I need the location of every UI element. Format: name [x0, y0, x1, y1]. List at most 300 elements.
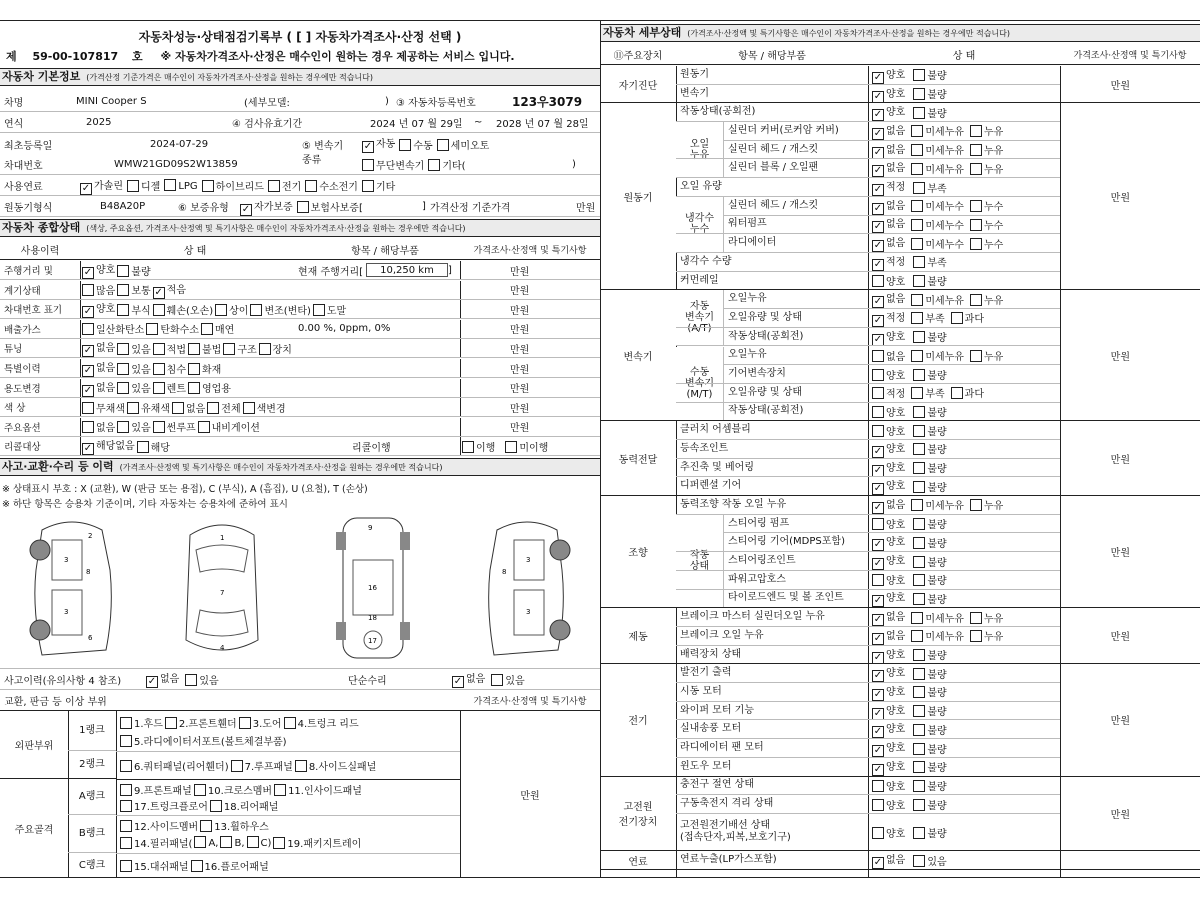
- checkbox[interactable]: [951, 387, 963, 399]
- checkbox-option[interactable]: [210, 798, 279, 813]
- checkbox-option[interactable]: [872, 216, 905, 234]
- checkbox[interactable]: [913, 406, 925, 418]
- checkbox[interactable]: [297, 201, 309, 213]
- checkbox[interactable]: [215, 304, 227, 316]
- checkbox[interactable]: ✓: [241, 203, 251, 215]
- checkbox-option[interactable]: [951, 310, 984, 325]
- checkbox[interactable]: ✓: [873, 240, 883, 252]
- checkbox-option[interactable]: [207, 400, 240, 415]
- checkbox[interactable]: ✓: [873, 109, 883, 121]
- checkbox[interactable]: [913, 462, 925, 474]
- checkbox-option[interactable]: [913, 479, 946, 494]
- checkbox-option[interactable]: [913, 591, 946, 606]
- checkbox[interactable]: [362, 180, 374, 192]
- checkbox-option[interactable]: [872, 739, 905, 757]
- checkbox-option[interactable]: [872, 66, 905, 84]
- checkbox[interactable]: [872, 425, 884, 437]
- checkbox-option[interactable]: [462, 439, 495, 454]
- checkbox[interactable]: [913, 649, 925, 661]
- checkbox-option[interactable]: [117, 419, 150, 434]
- checkbox-option[interactable]: [120, 818, 198, 833]
- checkbox[interactable]: ✓: [873, 558, 883, 570]
- checkbox[interactable]: [872, 387, 884, 399]
- checkbox-option[interactable]: [970, 236, 1003, 251]
- checkbox-option[interactable]: [872, 141, 905, 159]
- checkbox-option[interactable]: [313, 302, 346, 317]
- checkbox-option[interactable]: [951, 385, 984, 400]
- checkbox[interactable]: [913, 256, 925, 268]
- checkbox[interactable]: [913, 275, 925, 287]
- checkbox[interactable]: [120, 760, 132, 772]
- checkbox[interactable]: ✓: [83, 306, 93, 318]
- checkbox[interactable]: ✓: [873, 202, 883, 214]
- checkbox-option[interactable]: [117, 341, 150, 356]
- checkbox-option[interactable]: [247, 836, 272, 849]
- checkbox-option[interactable]: [872, 160, 905, 178]
- checkbox[interactable]: ✓: [873, 632, 883, 644]
- checkbox-option[interactable]: [872, 197, 905, 215]
- checkbox-option[interactable]: [872, 234, 905, 252]
- checkbox[interactable]: [127, 402, 139, 414]
- checkbox-option[interactable]: [872, 721, 905, 739]
- checkbox-option[interactable]: [505, 439, 548, 454]
- checkbox[interactable]: [911, 312, 923, 324]
- checkbox[interactable]: [913, 69, 925, 81]
- checkbox[interactable]: [913, 88, 925, 100]
- checkbox-option[interactable]: [872, 328, 905, 346]
- checkbox[interactable]: [970, 499, 982, 511]
- checkbox[interactable]: [970, 144, 982, 156]
- checkbox[interactable]: [117, 284, 129, 296]
- checkbox[interactable]: [82, 323, 94, 335]
- checkbox[interactable]: [911, 219, 923, 231]
- checkbox[interactable]: ✓: [83, 345, 93, 357]
- checkbox[interactable]: [913, 705, 925, 717]
- checkbox-option[interactable]: [913, 535, 946, 550]
- checkbox[interactable]: [970, 238, 982, 250]
- checkbox-option[interactable]: [82, 282, 115, 297]
- checkbox[interactable]: ✓: [873, 763, 883, 775]
- checkbox-option[interactable]: [201, 321, 234, 336]
- checkbox-option[interactable]: [259, 341, 292, 356]
- checkbox[interactable]: [120, 784, 132, 796]
- checkbox[interactable]: ✓: [873, 464, 883, 476]
- checkbox[interactable]: ✓: [873, 670, 883, 682]
- checkbox-option[interactable]: [970, 348, 1003, 363]
- checkbox[interactable]: [951, 312, 963, 324]
- checkbox[interactable]: [194, 784, 206, 796]
- checkbox-option[interactable]: [437, 137, 490, 152]
- checkbox[interactable]: [913, 481, 925, 493]
- checkbox[interactable]: ✓: [83, 443, 93, 455]
- checkbox-option[interactable]: [913, 254, 946, 269]
- checkbox-option[interactable]: [970, 161, 1003, 176]
- checkbox-option[interactable]: [198, 419, 260, 434]
- checkbox[interactable]: [505, 441, 517, 453]
- checkbox[interactable]: [399, 139, 411, 151]
- checkbox-option[interactable]: [913, 703, 946, 718]
- checkbox[interactable]: ✓: [83, 384, 93, 396]
- checkbox[interactable]: [120, 735, 132, 747]
- checkbox[interactable]: [82, 284, 94, 296]
- checkbox[interactable]: [911, 350, 923, 362]
- checkbox[interactable]: [313, 304, 325, 316]
- checkbox[interactable]: ✓: [147, 676, 157, 687]
- checkbox-option[interactable]: [913, 797, 946, 812]
- checkbox-option[interactable]: [911, 497, 964, 512]
- checkbox[interactable]: [437, 139, 449, 151]
- checkbox-option[interactable]: [913, 778, 946, 793]
- checkbox-option[interactable]: [872, 516, 905, 531]
- checkbox[interactable]: ✓: [873, 296, 883, 308]
- checkbox-option[interactable]: [185, 672, 218, 687]
- checkbox[interactable]: [913, 686, 925, 698]
- checkbox[interactable]: [200, 820, 212, 832]
- checkbox-option[interactable]: [872, 496, 905, 514]
- checkbox-option[interactable]: [165, 715, 237, 730]
- checkbox[interactable]: [872, 275, 884, 287]
- checkbox[interactable]: [153, 304, 165, 316]
- checkbox[interactable]: ✓: [873, 258, 883, 270]
- checkbox-option[interactable]: [188, 361, 221, 376]
- checkbox-option[interactable]: [243, 400, 286, 415]
- checkbox-option[interactable]: [120, 835, 192, 850]
- checkbox[interactable]: [872, 827, 884, 839]
- checkbox[interactable]: [127, 180, 139, 192]
- checkbox-option[interactable]: [872, 608, 905, 626]
- checkbox-option[interactable]: [273, 835, 361, 850]
- checkbox-option[interactable]: [872, 85, 905, 103]
- checkbox-option[interactable]: [913, 404, 946, 419]
- checkbox-option[interactable]: [491, 672, 524, 687]
- checkbox[interactable]: [872, 350, 884, 362]
- checkbox[interactable]: [191, 860, 203, 872]
- checkbox[interactable]: [120, 860, 132, 872]
- checkbox[interactable]: [911, 499, 923, 511]
- checkbox-option[interactable]: [872, 404, 905, 419]
- checkbox[interactable]: [970, 294, 982, 306]
- checkbox[interactable]: [146, 323, 158, 335]
- checkbox[interactable]: ✓: [873, 483, 883, 495]
- checkbox[interactable]: ✓: [873, 707, 883, 719]
- checkbox[interactable]: ✓: [873, 221, 883, 233]
- checkbox-option[interactable]: [872, 758, 905, 776]
- checkbox-option[interactable]: [200, 818, 269, 833]
- checkbox-option[interactable]: [872, 534, 905, 552]
- checkbox-option[interactable]: [428, 157, 465, 172]
- checkbox-option[interactable]: [295, 758, 377, 773]
- checkbox[interactable]: [188, 382, 200, 394]
- checkbox-option[interactable]: [872, 309, 905, 327]
- checkbox-option[interactable]: [970, 123, 1003, 138]
- checkbox[interactable]: [970, 163, 982, 175]
- checkbox[interactable]: [117, 304, 129, 316]
- checkbox[interactable]: [911, 387, 923, 399]
- checkbox-option[interactable]: [872, 627, 905, 645]
- checkbox[interactable]: [913, 593, 925, 605]
- checkbox-option[interactable]: [872, 122, 905, 140]
- checkbox[interactable]: [194, 836, 206, 848]
- checkbox[interactable]: [913, 331, 925, 343]
- checkbox[interactable]: [185, 674, 197, 686]
- checkbox-option[interactable]: [82, 437, 135, 455]
- checkbox[interactable]: ✓: [873, 857, 883, 869]
- checkbox-option[interactable]: [127, 178, 160, 193]
- checkbox-option[interactable]: [80, 177, 123, 195]
- checkbox-option[interactable]: [82, 400, 125, 415]
- checkbox[interactable]: [911, 612, 923, 624]
- checkbox-option[interactable]: [872, 646, 905, 664]
- checkbox[interactable]: [153, 363, 165, 375]
- checkbox-option[interactable]: [872, 778, 905, 793]
- checkbox[interactable]: [911, 125, 923, 137]
- checkbox-option[interactable]: [231, 758, 293, 773]
- checkbox-option[interactable]: [913, 67, 946, 82]
- checkbox[interactable]: ✓: [873, 745, 883, 757]
- checkbox-option[interactable]: [117, 361, 150, 376]
- checkbox[interactable]: ✓: [453, 676, 463, 687]
- checkbox[interactable]: [872, 518, 884, 530]
- checkbox[interactable]: [913, 107, 925, 119]
- checkbox-option[interactable]: [911, 142, 964, 157]
- checkbox[interactable]: [82, 421, 94, 433]
- checkbox[interactable]: ✓: [873, 614, 883, 626]
- checkbox-option[interactable]: [913, 741, 946, 756]
- checkbox-option[interactable]: [274, 782, 362, 797]
- checkbox[interactable]: [428, 159, 440, 171]
- checkbox[interactable]: ✓: [873, 595, 883, 607]
- checkbox-option[interactable]: [120, 715, 163, 730]
- checkbox[interactable]: [165, 717, 177, 729]
- checkbox[interactable]: ✓: [873, 184, 883, 196]
- checkbox[interactable]: [491, 674, 503, 686]
- checkbox-option[interactable]: [913, 554, 946, 569]
- checkbox-option[interactable]: [872, 459, 905, 477]
- checkbox[interactable]: ✓: [81, 182, 91, 194]
- checkbox-option[interactable]: [872, 552, 905, 570]
- checkbox[interactable]: [198, 421, 210, 433]
- checkbox[interactable]: [872, 780, 884, 792]
- checkbox[interactable]: [970, 125, 982, 137]
- checkbox-option[interactable]: [872, 385, 905, 400]
- checkbox-option[interactable]: [297, 199, 363, 214]
- checkbox-option[interactable]: [362, 135, 395, 153]
- checkbox-option[interactable]: [913, 647, 946, 662]
- checkbox-option[interactable]: [970, 497, 1003, 512]
- checkbox[interactable]: [462, 441, 474, 453]
- checkbox[interactable]: [913, 855, 925, 867]
- checkbox-option[interactable]: [120, 733, 287, 748]
- checkbox-option[interactable]: [191, 858, 269, 873]
- checkbox[interactable]: [220, 836, 232, 848]
- checkbox-option[interactable]: [913, 516, 946, 531]
- checkbox-option[interactable]: [970, 628, 1003, 643]
- checkbox-option[interactable]: [137, 439, 170, 454]
- checkbox[interactable]: [911, 200, 923, 212]
- checkbox-option[interactable]: [250, 302, 310, 317]
- checkbox[interactable]: [913, 574, 925, 586]
- checkbox-option[interactable]: [913, 825, 946, 840]
- checkbox-option[interactable]: [153, 281, 186, 299]
- checkbox-option[interactable]: [872, 348, 905, 363]
- checkbox-option[interactable]: [872, 797, 905, 812]
- checkbox[interactable]: ✓: [873, 71, 883, 83]
- checkbox-option[interactable]: [913, 273, 946, 288]
- checkbox[interactable]: [120, 820, 132, 832]
- checkbox[interactable]: [153, 421, 165, 433]
- checkbox-option[interactable]: [82, 321, 144, 336]
- checkbox[interactable]: [239, 717, 251, 729]
- checkbox-option[interactable]: [120, 858, 189, 873]
- checkbox[interactable]: [117, 343, 129, 355]
- checkbox[interactable]: [970, 612, 982, 624]
- checkbox-option[interactable]: [120, 758, 229, 773]
- checkbox-option[interactable]: [913, 853, 946, 868]
- checkbox[interactable]: [913, 724, 925, 736]
- checkbox-option[interactable]: [970, 610, 1003, 625]
- checkbox-option[interactable]: [911, 217, 964, 232]
- checkbox[interactable]: [274, 784, 286, 796]
- checkbox-option[interactable]: [913, 460, 946, 475]
- checkbox[interactable]: [872, 799, 884, 811]
- checkbox-option[interactable]: [120, 782, 192, 797]
- checkbox[interactable]: ✓: [873, 651, 883, 663]
- checkbox[interactable]: [231, 760, 243, 772]
- checkbox[interactable]: [970, 630, 982, 642]
- checkbox[interactable]: ✓: [154, 286, 163, 298]
- checkbox-option[interactable]: [452, 670, 485, 688]
- checkbox[interactable]: [137, 441, 149, 453]
- checkbox[interactable]: [911, 630, 923, 642]
- checkbox[interactable]: [970, 200, 982, 212]
- checkbox[interactable]: ✓: [873, 314, 883, 326]
- checkbox-option[interactable]: [913, 180, 946, 195]
- checkbox[interactable]: [117, 265, 129, 277]
- checkbox[interactable]: ✓: [363, 141, 373, 152]
- checkbox-option[interactable]: [911, 610, 964, 625]
- checkbox-option[interactable]: [153, 341, 186, 356]
- checkbox-option[interactable]: [872, 825, 905, 840]
- checkbox-option[interactable]: [188, 380, 231, 395]
- checkbox[interactable]: [913, 537, 925, 549]
- checkbox[interactable]: [913, 827, 925, 839]
- checkbox[interactable]: ✓: [873, 445, 883, 457]
- checkbox[interactable]: [911, 238, 923, 250]
- checkbox-option[interactable]: [911, 292, 964, 307]
- checkbox-option[interactable]: [202, 178, 264, 193]
- checkbox-option[interactable]: [872, 702, 905, 720]
- checkbox[interactable]: [207, 402, 219, 414]
- checkbox-option[interactable]: [82, 261, 115, 279]
- checkbox-option[interactable]: [239, 715, 282, 730]
- checkbox-option[interactable]: [82, 419, 115, 434]
- checkbox-option[interactable]: [970, 198, 1003, 213]
- checkbox[interactable]: [913, 443, 925, 455]
- checkbox-option[interactable]: [872, 423, 905, 438]
- checkbox[interactable]: [259, 343, 271, 355]
- checkbox-option[interactable]: [153, 419, 196, 434]
- checkbox[interactable]: [201, 323, 213, 335]
- checkbox[interactable]: [120, 800, 132, 812]
- checkbox-option[interactable]: [127, 400, 170, 415]
- checkbox-option[interactable]: [215, 302, 248, 317]
- checkbox-option[interactable]: [220, 836, 244, 849]
- checkbox-option[interactable]: [913, 759, 946, 774]
- checkbox[interactable]: [250, 304, 262, 316]
- checkbox-option[interactable]: [223, 341, 256, 356]
- checkbox-option[interactable]: [82, 300, 115, 318]
- checkbox-option[interactable]: [970, 217, 1003, 232]
- checkbox[interactable]: [117, 382, 129, 394]
- checkbox[interactable]: [243, 402, 255, 414]
- checkbox-option[interactable]: [146, 670, 179, 688]
- checkbox-option[interactable]: [872, 273, 905, 288]
- checkbox-option[interactable]: [913, 572, 946, 587]
- checkbox[interactable]: ✓: [873, 165, 883, 177]
- checkbox-option[interactable]: [911, 198, 964, 213]
- checkbox[interactable]: [153, 382, 165, 394]
- checkbox-option[interactable]: [120, 798, 208, 813]
- checkbox-option[interactable]: [362, 157, 424, 172]
- checkbox-option[interactable]: [872, 103, 905, 121]
- checkbox[interactable]: ✓: [873, 726, 883, 738]
- checkbox-option[interactable]: [913, 666, 946, 681]
- checkbox[interactable]: [295, 760, 307, 772]
- checkbox[interactable]: ✓: [873, 90, 883, 102]
- checkbox-option[interactable]: [872, 290, 905, 308]
- checkbox[interactable]: [970, 219, 982, 231]
- checkbox-option[interactable]: [284, 715, 359, 730]
- checkbox[interactable]: [913, 743, 925, 755]
- checkbox[interactable]: [188, 363, 200, 375]
- checkbox[interactable]: [913, 182, 925, 194]
- checkbox[interactable]: [284, 717, 296, 729]
- checkbox[interactable]: ✓: [873, 146, 883, 158]
- checkbox-option[interactable]: [913, 684, 946, 699]
- checkbox[interactable]: [210, 800, 222, 812]
- checkbox-option[interactable]: [913, 105, 946, 120]
- checkbox[interactable]: ✓: [873, 333, 883, 345]
- checkbox-option[interactable]: [872, 851, 905, 869]
- checkbox-option[interactable]: [82, 339, 115, 357]
- checkbox-option[interactable]: [153, 380, 186, 395]
- checkbox-option[interactable]: [913, 329, 946, 344]
- checkbox-option[interactable]: [117, 302, 150, 317]
- checkbox-option[interactable]: [872, 664, 905, 682]
- checkbox-option[interactable]: [362, 178, 395, 193]
- checkbox[interactable]: [117, 363, 129, 375]
- checkbox[interactable]: ✓: [873, 539, 883, 551]
- checkbox-option[interactable]: [117, 282, 150, 297]
- checkbox[interactable]: [911, 294, 923, 306]
- checkbox[interactable]: ✓: [873, 688, 883, 700]
- checkbox-option[interactable]: [153, 361, 186, 376]
- checkbox-option[interactable]: [911, 161, 964, 176]
- checkbox[interactable]: [362, 159, 374, 171]
- checkbox[interactable]: [913, 668, 925, 680]
- checkbox[interactable]: [117, 421, 129, 433]
- checkbox-option[interactable]: [872, 477, 905, 495]
- checkbox[interactable]: [913, 425, 925, 437]
- checkbox-option[interactable]: [872, 572, 905, 587]
- checkbox[interactable]: [153, 343, 165, 355]
- checkbox-option[interactable]: [911, 123, 964, 138]
- checkbox-option[interactable]: [872, 367, 905, 382]
- checkbox-option[interactable]: [82, 359, 115, 377]
- checkbox[interactable]: [120, 717, 132, 729]
- checkbox-option[interactable]: [117, 263, 150, 278]
- checkbox-option[interactable]: [146, 321, 199, 336]
